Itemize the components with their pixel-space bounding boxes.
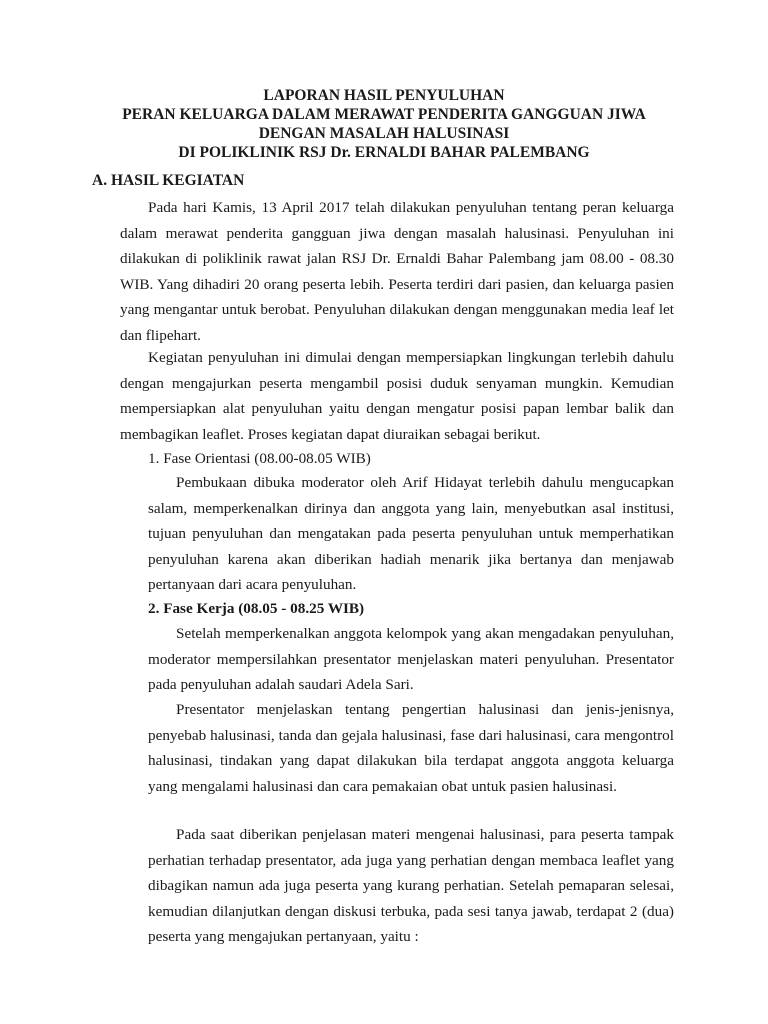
title-line-3: DENGAN MASALAH HALUSINASI bbox=[258, 125, 510, 142]
title-line-4: DI POLIKLINIK RSJ Dr. ERNALDI BAHAR PALEMBANG bbox=[178, 144, 590, 161]
paragraph-1: Pada hari Kamis, 13 April 2017 telah dilakukan penyuluhan tentang peran keluarga dalam merawat penderita gangguan jiwa dengan masalah halusinasi. Penyuluhan ini dilakukan di poliklinik rawat jalan RSJ Dr. Ernaldi Bahar Palembang jam 08.00 - 08.30 WIB. Yang dihadiri 20 orang peserta lebih. Peserta terdiri dari pasien, dan keluarga pasien yang mengantar untuk berobat. Penyuluhan dilakukan dengan menggunakan media leaf let dan flipehart. bbox=[120, 199, 674, 344]
paragraph-4: Setelah memperkenalkan anggota kelompok yang akan mengadakan penyuluhan, moderator mempersilahkan presentator menjelaskan materi penyuluhan. Presentator pada penyuluhan adalah saudari Adela Sari. bbox=[148, 625, 674, 694]
paragraph-5: Presentator menjelaskan tentang pengertian halusinasi dan jenis-jenisnya, penyebab halusinasi, tanda dan gejala halusinasi, fase dari halusinasi, cara mengontrol halusinasi, tindakan yang dapat dilakukan bila terdapat anggota anggota keluarga yang mengalami halusinasi dan cara pemakaian obat untuk pasien halusinasi. bbox=[148, 701, 674, 795]
paragraph-6: Pada saat diberikan penjelasan materi mengenai halusinasi, para peserta tampak perhatian terhadap presentator, ada juga yang perhatian dengan membaca leaflet yang dibagikan namun ada juga peserta yang kurang perhatian. Setelah pemaparan selesai, kemudian dilanjutkan dengan diskusi terbuka, pada sesi tanya jawab, terdapat 2 (dua) peserta yang mengajukan pertanyaan, yaitu : bbox=[148, 826, 674, 946]
title-line-1: LAPORAN HASIL PENYULUHAN bbox=[263, 87, 505, 104]
title-line-2: PERAN KELUARGA DALAM MERAWAT PENDERITA GANGGUAN JIWA bbox=[122, 106, 646, 123]
document-title bbox=[0, 86, 768, 162]
subheading-fase-kerja: 2. Fase Kerja (08.05 - 08.25 WIB) bbox=[148, 600, 365, 617]
subheading-fase-orientasi: 1. Fase Orientasi (08.00-08.05 WIB) bbox=[148, 450, 371, 467]
paragraph-3: Pembukaan dibuka moderator oleh Arif Hidayat terlebih dahulu mengucapkan salam, memperkenalkan dirinya dan anggota yang lain, menyebutkan asal institusi, tujuan penyuluhan dan mengatakan pada peserta penyuluhan untuk memperhatikan penyuluhan karena akan diberikan hadiah menarik jika bertanya dan menjawab pertanyaan dari acara penyuluhan. bbox=[148, 474, 674, 594]
paragraph-2: Kegiatan penyuluhan ini dimulai dengan mempersiapkan lingkungan terlebih dahulu dengan mengajurkan peserta mengambil posisi duduk senyaman mungkin. Kemudian mempersiapkan alat penyuluhan yaitu dengan mengatur posisi papan lembar balik dan membagikan leaflet. Proses kegiatan dapat diuraikan sebagai berikut. bbox=[120, 349, 674, 443]
section-heading: A. HASIL KEGIATAN bbox=[92, 172, 245, 189]
